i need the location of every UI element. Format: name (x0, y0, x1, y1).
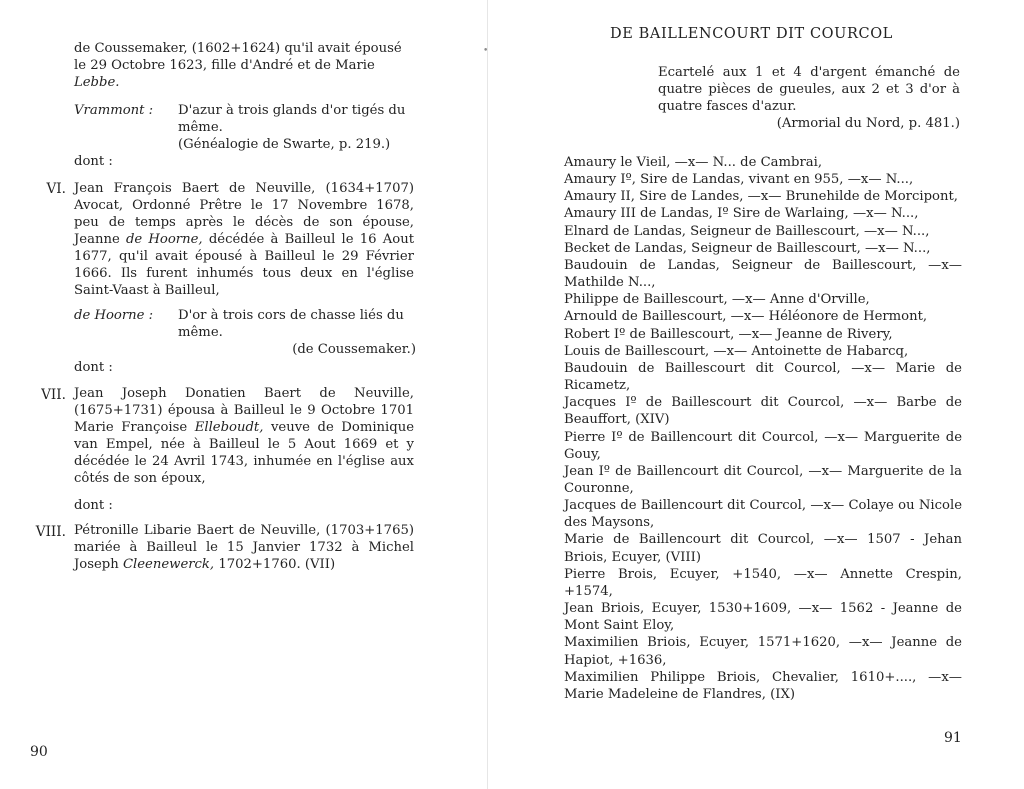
gen-vii-text-a: Jean Joseph Donatien Baert de Neuville, (1675+1731) épousa à Bailleul le 9 Octobre 1701 Marie Françoise (74, 386, 414, 435)
lineage-entry: Jean Iº de Baillencourt dit Courcol, —x— Marguerite de la Couronne, (564, 463, 962, 496)
gen-vii-paragraph (74, 385, 414, 487)
de-hoorne-source: (de Coussemaker.) (292, 342, 416, 357)
gen-vi-name: de Hoorne, (125, 232, 203, 247)
gen-vii-numeral: VII. (41, 387, 66, 403)
blazon-block (658, 64, 960, 132)
lineage-entry: Amaury Iº, Sire de Landas, vivant en 955, —x— N..., (564, 172, 914, 188)
de-hoorne-arms-text: D'or à trois cors de chasse liés du même. (178, 308, 404, 340)
vrammont-arms-text: D'azur à trois glands d'or tigés du même. (178, 103, 406, 135)
gen-viii-numeral: VIII. (35, 524, 66, 540)
lineage-entry: Robert Iº de Baillescourt, —x— Jeanne de Rivery, (564, 326, 893, 342)
lineage-entry: Amaury II, Sire de Landes, —x— Brunehilde de Morcipont, (564, 189, 958, 205)
de-hoorne-name: de Hoorne : (74, 308, 154, 323)
lineage-entry: Jean Briois, Ecuyer, 1530+1609, —x— 1562 - Jeanne de Mont Saint Eloy, (564, 601, 962, 634)
lineage-entry: Becket de Landas, Seigneur de Baillescourt, —x— N..., (564, 240, 931, 256)
intro-name: Lebbe. (74, 75, 120, 90)
vrammont-name: Vrammont : (74, 103, 154, 118)
lineage-entry: Maximilien Philippe Briois, Chevalier, 1610+...., —x— Marie Madeleine de Flandres, (IX) (564, 669, 962, 702)
lineage-entry: Pierre Brois, Ecuyer, +1540, —x— Annette Crespin, +1574, (564, 566, 962, 599)
lineage-entry: Pierre Iº de Baillencourt dit Courcol, —x— Marguerite de Gouy, (564, 429, 962, 462)
lineage-entry: Jacques de Baillencourt dit Courcol, —x— Colaye ou Nicole des Maysons, (564, 498, 962, 531)
gen-vi-numeral: VI. (46, 181, 66, 197)
lineage-list (564, 154, 962, 703)
lineage-entry: Philippe de Baillescourt, —x— Anne d'Orville, (564, 292, 870, 308)
de-hoorne-arms (74, 307, 416, 359)
vrammont-arms (74, 102, 416, 156)
gen-viii-name: Cleenewerck, (122, 557, 215, 572)
vrammont-source: (Généalogie de Swarte, p. 219.) (178, 137, 391, 152)
gen-vi-text-b: décédée à Bailleul le 16 Aout 1677, qu'il avait épousé à Bailleul le 29 Février 1666. Ils furent inhumés tous deux en l'église Saint-Vaast à Bailleul, (74, 232, 415, 298)
blazon-source: (Armorial du Nord, p. 481.) (776, 116, 960, 131)
blazon-text: Ecartelé aux 1 et 4 d'argent émanché de quatre pièces de gueules, aux 2 et 3 d'or à quatre fasces d'azur. (658, 65, 960, 114)
lineage-entry: Marie de Baillencourt dit Courcol, —x— 1507 - Jehan Briois, Ecuyer, (VIII) (564, 532, 962, 565)
lineage-entry: Arnould de Baillescourt, —x— Héléonore de Hermont, (564, 309, 928, 325)
gen-vi-text-a: Jean François Baert de Neuville, (1634+1707) Avocat, Ordonné Prêtre le 17 Novembre 1678, peu de temps après le décès de son épouse, Jeanne (74, 181, 414, 247)
page-heading: DE BAILLENCOURT DIT COURCOL (610, 26, 893, 42)
intro-paragraph (74, 40, 414, 91)
gen-vii-text-b: veuve de Dominique van Empel, née à Bailleul le 5 Aout 1669 et y décédée le 24 Avril 1743, inhumée en l'église aux côtés de son époux, (74, 420, 414, 486)
dont-label: dont : (74, 498, 113, 513)
gen-vii-name: Elleboudt, (194, 420, 264, 435)
lineage-entry: Baudouin de Landas, Seigneur de Baillescourt, —x— Mathilde N..., (564, 257, 962, 291)
gen-viii-paragraph (74, 522, 414, 573)
lineage-entry: Louis de Baillescourt, —x— Antoinette de Habarcq, (564, 343, 909, 359)
gen-viii-text-b: 1702+1760. (VII) (214, 557, 336, 572)
lineage-entry: Baudouin de Baillescourt dit Courcol, —x— Marie de Ricametz, (564, 360, 962, 394)
lineage-entry: Elnard de Landas, Seigneur de Baillescourt, —x— N..., (564, 223, 930, 239)
page-number-left: 90 (30, 744, 48, 760)
left-page (0, 0, 490, 789)
intro-line-1: de Coussemaker, (1602+1624) qu'il avait épousé (74, 41, 402, 56)
dont-label: dont : (74, 154, 113, 169)
lineage-entry: Amaury III de Landas, Iº Sire de Warlaing, —x— N..., (564, 206, 919, 222)
gen-vi-paragraph (74, 180, 414, 299)
scan-speck: • (483, 46, 489, 56)
dont-label: dont : (74, 360, 113, 375)
lineage-entry: Amaury le Vieil, —x— N... de Cambrai, (564, 155, 823, 170)
page-number-right: 91 (944, 730, 962, 746)
lineage-entry: Jacques Iº de Baillescourt dit Courcol, —x— Barbe de Beauffort, (XIV) (564, 395, 962, 428)
intro-line-2: le 29 Octobre 1623, fille d'André et de Marie (74, 58, 375, 73)
gen-viii-text-a: Pétronille Libarie Baert de Neuville, (1703+1765) mariée à Bailleul le 15 Janvier 1732 à Michel Joseph (74, 523, 414, 572)
lineage-entry: Maximilien Briois, Ecuyer, 1571+1620, —x— Jeanne de Hapiot, +1636, (564, 635, 962, 668)
right-page (498, 0, 1024, 789)
